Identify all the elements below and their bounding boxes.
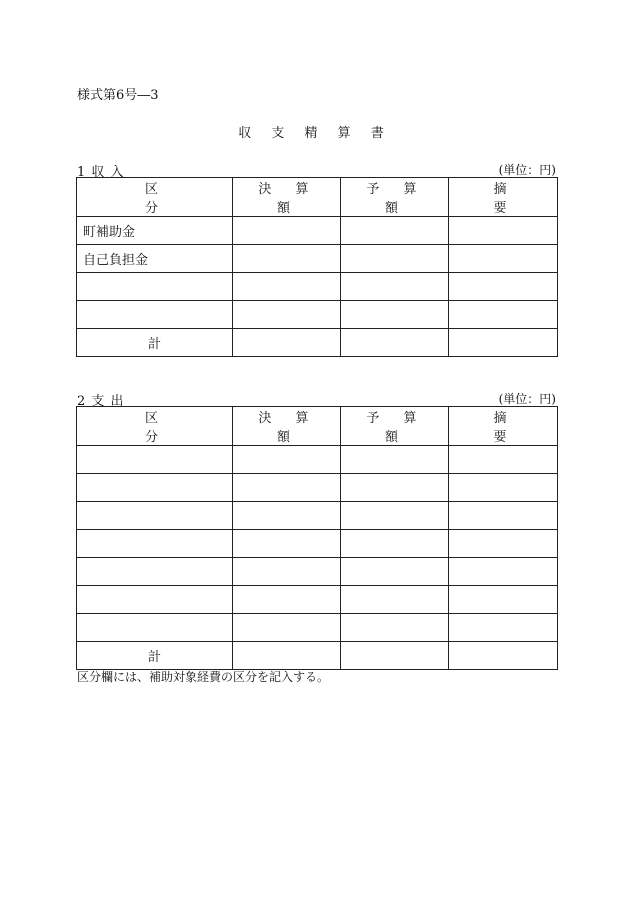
income-row-2-budget[interactable] [341, 245, 449, 273]
expense-row-5-remarks[interactable] [449, 558, 558, 586]
expense-row-3-budget[interactable] [341, 502, 449, 530]
expense-row-7-budget[interactable] [341, 614, 449, 642]
expense-row-6-category[interactable] [77, 586, 233, 614]
expense-row-3-category[interactable] [77, 502, 233, 530]
expense-row-1-category[interactable] [77, 446, 233, 474]
table-row [77, 273, 558, 301]
income-header-row [77, 178, 558, 217]
expense-row-6-budget[interactable] [341, 586, 449, 614]
expense-unit-label: (単位：円) [498, 392, 556, 406]
table-row [77, 502, 558, 530]
table-row [77, 558, 558, 586]
income-row-3-remarks[interactable] [449, 273, 558, 301]
expense-row-5-settled[interactable] [233, 558, 341, 586]
income-row-1-category[interactable]: 町補助金 [77, 217, 233, 245]
expense-row-5-category[interactable] [77, 558, 233, 586]
expense-total-remarks[interactable] [449, 642, 558, 670]
expense-total-label: 計 [77, 642, 233, 670]
table-row [77, 614, 558, 642]
table-row [77, 245, 558, 273]
income-row-2-settled[interactable] [233, 245, 341, 273]
expense-row-3-remarks[interactable] [449, 502, 558, 530]
expense-row-4-budget[interactable] [341, 530, 449, 558]
expense-row-2-remarks[interactable] [449, 474, 558, 502]
footnote: 区分欄には、補助対象経費の区分を記入する。 [77, 670, 330, 684]
expense-row-7-category[interactable] [77, 614, 233, 642]
income-header-remarks: 摘 要 [449, 178, 558, 217]
income-total-label: 計 [77, 329, 233, 357]
expense-row-4-remarks[interactable] [449, 530, 558, 558]
income-row-4-category[interactable] [77, 301, 233, 329]
expense-row-3-settled[interactable] [233, 502, 341, 530]
expense-row-2-settled[interactable] [233, 474, 341, 502]
income-total-remarks[interactable] [449, 329, 558, 357]
income-row-3-category[interactable] [77, 273, 233, 301]
income-row-4-remarks[interactable] [449, 301, 558, 329]
form-number: 様式第6号―3 [77, 88, 159, 103]
table-row [77, 446, 558, 474]
income-heading: 1 収 入 [77, 165, 125, 180]
expense-row-1-settled[interactable] [233, 446, 341, 474]
expense-row-4-settled[interactable] [233, 530, 341, 558]
income-total-settled[interactable] [233, 329, 341, 357]
income-header-budget: 予 算 額 [341, 178, 449, 217]
table-row [77, 530, 558, 558]
expense-row-7-settled[interactable] [233, 614, 341, 642]
income-row-1-settled[interactable] [233, 217, 341, 245]
expense-heading: 2 支 出 [77, 394, 125, 409]
income-total-budget[interactable] [341, 329, 449, 357]
expense-table [76, 406, 558, 670]
expense-row-2-category[interactable] [77, 474, 233, 502]
expense-total-row [77, 642, 558, 670]
expense-header-remarks: 摘 要 [449, 407, 558, 446]
expense-total-settled[interactable] [233, 642, 341, 670]
expense-total-budget[interactable] [341, 642, 449, 670]
table-row [77, 474, 558, 502]
income-row-3-settled[interactable] [233, 273, 341, 301]
expense-row-7-remarks[interactable] [449, 614, 558, 642]
document-title: 収 支 精 算 書 [238, 126, 392, 141]
expense-row-1-budget[interactable] [341, 446, 449, 474]
expense-row-1-remarks[interactable] [449, 446, 558, 474]
income-table [76, 177, 558, 357]
income-header-category: 区 分 [77, 178, 233, 217]
expense-row-4-category[interactable] [77, 530, 233, 558]
expense-row-6-remarks[interactable] [449, 586, 558, 614]
income-row-2-category[interactable]: 自己負担金 [77, 245, 233, 273]
income-unit-label: (単位：円) [498, 163, 556, 177]
expense-header-settled: 決 算 額 [233, 407, 341, 446]
table-row [77, 586, 558, 614]
income-row-1-remarks[interactable] [449, 217, 558, 245]
expense-header-category: 区 分 [77, 407, 233, 446]
table-row [77, 301, 558, 329]
expense-header-row [77, 407, 558, 446]
expense-row-6-settled[interactable] [233, 586, 341, 614]
income-row-2-remarks[interactable] [449, 245, 558, 273]
income-total-row [77, 329, 558, 357]
income-header-settled: 決 算 額 [233, 178, 341, 217]
income-row-4-settled[interactable] [233, 301, 341, 329]
income-row-3-budget[interactable] [341, 273, 449, 301]
expense-row-2-budget[interactable] [341, 474, 449, 502]
income-row-1-budget[interactable] [341, 217, 449, 245]
table-row [77, 217, 558, 245]
expense-header-budget: 予 算 額 [341, 407, 449, 446]
expense-row-5-budget[interactable] [341, 558, 449, 586]
income-row-4-budget[interactable] [341, 301, 449, 329]
